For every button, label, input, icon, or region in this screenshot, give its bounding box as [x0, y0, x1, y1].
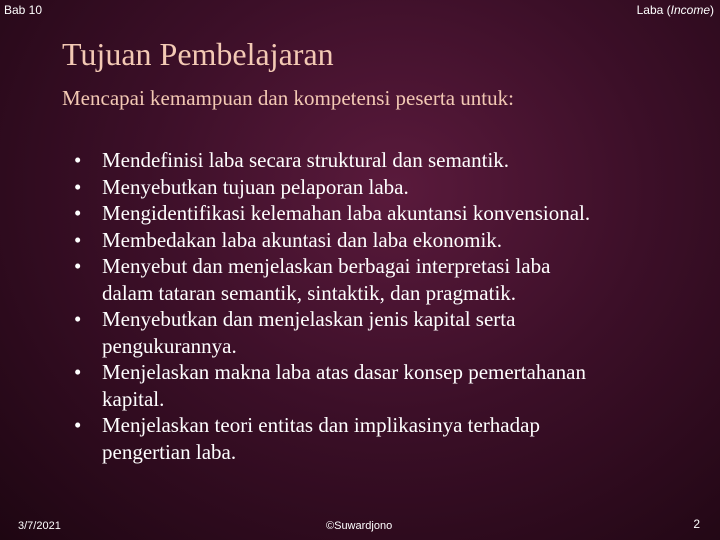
- list-item-text: Mendefinisi laba secara struktural dan semantik.: [102, 148, 510, 172]
- list-item: [74, 200, 674, 227]
- list-item-text: Menyebut dan menjelaskan berbagai interpretasi laba: [102, 254, 551, 278]
- list-item: [74, 412, 674, 465]
- list-item-text: Mengidentifikasi kelemahan laba akuntansi konvensional.: [102, 201, 591, 225]
- slide-date: 3/7/2021: [18, 520, 61, 532]
- bullet-icon: •: [74, 254, 82, 278]
- bullet-icon: •: [74, 148, 82, 172]
- list-item-text: Menjelaskan makna laba atas dasar konsep pemertahanan: [102, 360, 586, 384]
- list-item: [74, 174, 674, 201]
- chapter-topic: [637, 3, 714, 17]
- bullet-icon: •: [74, 413, 82, 437]
- list-item: [74, 227, 674, 254]
- slide-subtitle: Mencapai kemampuan dan kompetensi peserta untuk:: [62, 86, 514, 110]
- list-item: [74, 147, 674, 174]
- slide-author: ©Suwardjono: [326, 520, 393, 532]
- bullet-icon: •: [74, 227, 82, 252]
- list-item-text-cont: kapital.: [102, 386, 165, 411]
- bullet-icon: •: [74, 201, 82, 225]
- bullet-icon: •: [74, 360, 82, 384]
- list-item-text-cont: pengertian laba.: [102, 439, 237, 464]
- list-item: [74, 306, 674, 359]
- page-number: 2: [693, 517, 700, 531]
- list-item-text-cont: pengukurannya.: [102, 333, 237, 358]
- list-item-text: Membedakan laba akuntasi dan laba ekonomik.: [102, 227, 503, 252]
- objectives-list: [74, 147, 674, 465]
- list-item: [74, 359, 674, 412]
- chapter-topic-suffix: ): [710, 3, 714, 17]
- bullet-icon: •: [74, 174, 82, 199]
- slide-title: Tujuan Pembelajaran: [62, 36, 334, 72]
- bullet-icon: •: [74, 307, 82, 331]
- list-item-text: Menjelaskan teori entitas dan implikasinya terhadap: [102, 413, 540, 437]
- list-item: [74, 253, 674, 306]
- chapter-topic-italic: Income: [670, 3, 710, 17]
- chapter-topic-prefix: Laba (: [636, 3, 671, 17]
- list-item-text-cont: dalam tataran semantik, sintaktik, dan pragmatik.: [102, 280, 517, 305]
- chapter-label: Bab 10: [4, 3, 43, 17]
- list-item-text: Menyebutkan dan menjelaskan jenis kapital serta: [102, 307, 516, 331]
- list-item-text: Menyebutkan tujuan pelaporan laba.: [102, 174, 409, 199]
